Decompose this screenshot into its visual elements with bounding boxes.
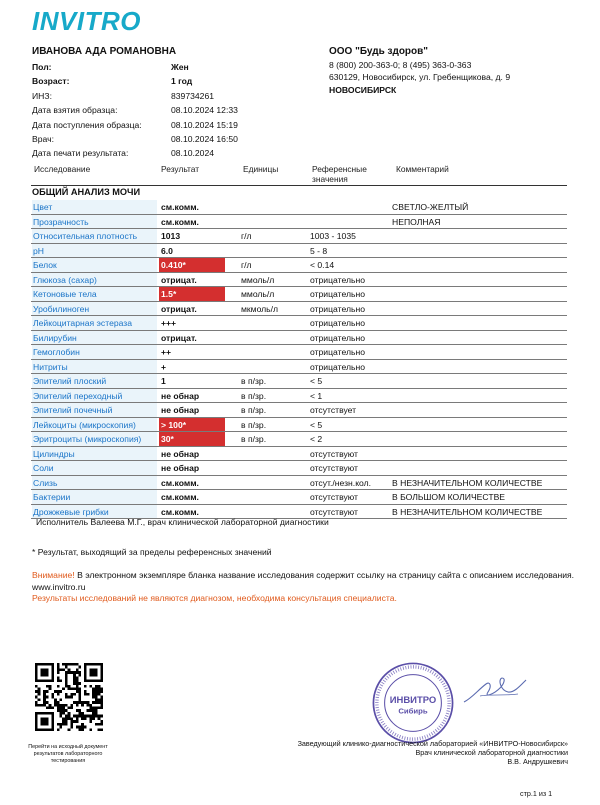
patient-field-value: 08.10.2024 16:50 bbox=[171, 133, 238, 144]
test-name-link[interactable]: Бактерии bbox=[32, 490, 157, 504]
reference-range: отсут./незн.кол. bbox=[310, 477, 372, 488]
result-value: отрицат. bbox=[161, 274, 197, 285]
reference-range: < 5 bbox=[310, 376, 323, 386]
test-name-link[interactable]: Цилиндры bbox=[32, 447, 157, 461]
table-row bbox=[31, 461, 567, 476]
result-comment: В НЕЗНАЧИТЕЛЬНОМ КОЛИЧЕСТВЕ bbox=[392, 506, 543, 517]
reference-range: отрицательно bbox=[310, 303, 365, 314]
table-row bbox=[31, 476, 567, 491]
result-comment: СВЕТЛО-ЖЕЛТЫЙ bbox=[392, 202, 469, 212]
result-value: см.комм. bbox=[161, 492, 199, 502]
qr-modules bbox=[35, 663, 103, 731]
test-name-link[interactable]: Относительная плотность bbox=[32, 229, 157, 243]
patient-field-value: 839734261 bbox=[171, 90, 215, 101]
table-row bbox=[31, 418, 567, 433]
patient-info bbox=[32, 60, 292, 161]
signer-block bbox=[250, 739, 568, 766]
lab-address: 630129, Новосибирск, ул. Гребенщикова, д. 9 bbox=[329, 72, 511, 82]
table-row bbox=[31, 273, 567, 288]
section-title: ОБЩИЙ АНАЛИЗ МОЧИ bbox=[32, 187, 141, 197]
table-row bbox=[31, 403, 567, 418]
result-value: 30* bbox=[159, 432, 225, 446]
test-name-link[interactable]: Прозрачность bbox=[32, 215, 157, 229]
patient-field-label: ИНЗ: bbox=[32, 90, 52, 101]
test-name-link[interactable]: Дрожжевые грибки bbox=[32, 505, 157, 519]
lab-stamp bbox=[370, 660, 456, 746]
result-unit: г/л bbox=[241, 231, 252, 241]
test-name-link[interactable]: Билирубин bbox=[32, 331, 157, 345]
test-name-link[interactable]: Эпителий плоский bbox=[32, 374, 157, 388]
lab-phone: 8 (800) 200-363-0; 8 (495) 363-0-363 bbox=[329, 59, 472, 70]
table-row bbox=[31, 345, 567, 360]
patient-field-label: Дата печати результата: bbox=[32, 148, 129, 159]
result-value: см.комм. bbox=[161, 202, 199, 212]
disclaimer: Результаты исследований не являются диагнозом, необходима консультация специалиста. bbox=[32, 593, 397, 603]
table-row bbox=[31, 360, 567, 375]
header-divider bbox=[31, 185, 567, 186]
result-unit: г/л bbox=[241, 260, 252, 270]
col-header-reference: Референсные значения bbox=[312, 164, 367, 184]
test-name-link[interactable]: Белок bbox=[32, 258, 157, 272]
result-value: ++ bbox=[161, 347, 172, 357]
reference-range: отрицательно bbox=[310, 318, 365, 328]
reference-range: 5 - 8 bbox=[310, 245, 328, 256]
test-name-link[interactable]: Нитриты bbox=[32, 360, 157, 374]
col-header-comment: Комментарий bbox=[396, 164, 449, 174]
table-row bbox=[31, 331, 567, 346]
patient-field-label: Возраст: bbox=[32, 76, 70, 87]
result-comment: НЕПОЛНАЯ bbox=[392, 216, 441, 227]
patient-name: ИВАНОВА АДА РОМАНОВНА bbox=[32, 46, 177, 57]
patient-field bbox=[32, 103, 292, 117]
results-table bbox=[31, 200, 567, 519]
test-name-link[interactable]: Кетоновые тела bbox=[32, 287, 157, 301]
test-name-link[interactable]: Лейкоцитарная эстераза bbox=[32, 316, 157, 330]
patient-field bbox=[32, 118, 292, 132]
reference-range: < 1 bbox=[310, 390, 323, 401]
table-row bbox=[31, 287, 567, 302]
patient-field-value: 08.10.2024 15:19 bbox=[171, 119, 238, 130]
result-unit: мкмоль/л bbox=[241, 303, 279, 314]
patient-field-value: 08.10.2024 12:33 bbox=[171, 105, 238, 116]
reference-range: < 2 bbox=[310, 434, 323, 444]
reference-range: отрицательно bbox=[310, 274, 365, 285]
result-value: см.комм. bbox=[161, 477, 199, 488]
signer-title: Заведующий клинико-диагностической лабораторией «ИНВИТРО-Новосибирск» bbox=[297, 739, 568, 748]
test-name-link[interactable]: Глюкоза (сахар) bbox=[32, 273, 157, 287]
lab-city: НОВОСИБИРСК bbox=[329, 84, 397, 95]
reference-range: отрицательно bbox=[310, 332, 365, 343]
test-name-link[interactable]: Эритроциты (микроскопия) bbox=[32, 432, 157, 446]
result-comment: В БОЛЬШОМ КОЛИЧЕСТВЕ bbox=[392, 492, 506, 502]
reference-range: отрицательно bbox=[310, 361, 365, 372]
patient-field-label: Дата поступления образца: bbox=[32, 119, 142, 130]
stamp-text-main: ИНВИТРО bbox=[389, 695, 437, 706]
signer-name: В.В. Андрушкевич bbox=[507, 757, 568, 766]
patient-field-label: Пол: bbox=[32, 62, 52, 72]
table-row bbox=[31, 215, 567, 230]
result-value: 6.0 bbox=[161, 245, 173, 256]
result-value: + bbox=[161, 361, 167, 372]
patient-field bbox=[32, 60, 292, 74]
table-row bbox=[31, 244, 567, 259]
test-name-link[interactable]: Соли bbox=[32, 461, 157, 475]
reference-range: отсутствуют bbox=[310, 448, 358, 459]
result-value: > 100* bbox=[159, 418, 225, 432]
page-number: стр.1 из 1 bbox=[520, 789, 553, 798]
reference-range: отсутствует bbox=[310, 405, 357, 415]
signer-role: Врач клинической лабораторной диагностики bbox=[415, 748, 568, 757]
stamp-text-sub: Сибирь bbox=[398, 706, 428, 716]
result-value: не обнар bbox=[161, 463, 200, 473]
result-value: 1 bbox=[161, 376, 166, 386]
test-name-link[interactable]: Слизь bbox=[32, 476, 157, 490]
result-unit: в п/зр. bbox=[241, 405, 267, 415]
reference-range: отсутствуют bbox=[310, 492, 358, 502]
signature bbox=[460, 672, 530, 708]
result-value: см.комм. bbox=[161, 506, 199, 517]
patient-field-value: Жен bbox=[171, 62, 189, 72]
footnote: * Результат, выходящий за пределы референсных значений bbox=[32, 547, 272, 557]
result-unit: в п/зр. bbox=[241, 376, 267, 386]
warning-notice bbox=[32, 570, 577, 593]
result-unit: в п/зр. bbox=[241, 419, 267, 430]
result-value: не обнар bbox=[161, 390, 200, 401]
patient-field bbox=[32, 146, 292, 160]
result-value: не обнар bbox=[161, 405, 200, 415]
patient-field-label: Дата взятия образца: bbox=[32, 105, 118, 116]
result-comment: В НЕЗНАЧИТЕЛЬНОМ КОЛИЧЕСТВЕ bbox=[392, 477, 543, 488]
table-row bbox=[31, 490, 567, 505]
reference-range: отсутствуют bbox=[310, 463, 358, 473]
lab-info bbox=[329, 46, 589, 96]
reference-range: отрицательно bbox=[310, 289, 365, 299]
patient-field-label: Врач: bbox=[32, 133, 54, 144]
patient-field bbox=[32, 132, 292, 146]
result-value: отрицат. bbox=[161, 332, 197, 343]
qr-code-icon[interactable] bbox=[35, 663, 103, 731]
table-row bbox=[31, 302, 567, 317]
test-name-link[interactable]: Цвет bbox=[32, 200, 157, 214]
result-value: см.комм. bbox=[161, 216, 199, 227]
result-unit: ммоль/л bbox=[241, 274, 275, 285]
result-unit: в п/зр. bbox=[241, 434, 267, 444]
patient-field-value: 08.10.2024 bbox=[171, 148, 215, 159]
table-row bbox=[31, 258, 567, 273]
reference-range: отрицательно bbox=[310, 347, 365, 357]
test-name-link[interactable]: Гемоглобин bbox=[32, 345, 157, 359]
table-row bbox=[31, 389, 567, 404]
result-value: 1013 bbox=[161, 231, 181, 241]
table-row bbox=[31, 432, 567, 447]
reference-range: < 0.14 bbox=[310, 260, 335, 270]
result-value: +++ bbox=[161, 318, 177, 328]
test-name-link[interactable]: Эпителий почечный bbox=[32, 403, 157, 417]
patient-field bbox=[32, 74, 292, 88]
reference-range: < 5 bbox=[310, 419, 323, 430]
result-unit: ммоль/л bbox=[241, 289, 275, 299]
table-row bbox=[31, 200, 567, 215]
result-value: не обнар bbox=[161, 448, 200, 459]
test-name-link[interactable]: Лейкоциты (микроскопия) bbox=[32, 418, 157, 432]
test-name-link[interactable]: pH bbox=[32, 244, 157, 258]
qr-caption: Перейти на исходный документ результатов лабораторного тестирования bbox=[28, 744, 108, 764]
lab-name: ООО "Будь здоров" bbox=[329, 46, 429, 57]
reference-range: 1003 - 1035 bbox=[310, 231, 356, 241]
patient-field bbox=[32, 89, 292, 103]
patient-field-value: 1 год bbox=[171, 76, 193, 87]
table-row bbox=[31, 447, 567, 462]
col-header-units: Единицы bbox=[243, 164, 279, 174]
col-header-result: Результат bbox=[161, 164, 200, 174]
test-name-link[interactable]: Уробилиноген bbox=[32, 302, 157, 316]
test-name-link[interactable]: Эпителий переходный bbox=[32, 389, 157, 403]
table-row bbox=[31, 316, 567, 331]
result-value: 0.410* bbox=[159, 258, 225, 272]
result-unit: в п/зр. bbox=[241, 390, 267, 401]
table-row bbox=[31, 374, 567, 389]
result-value: 1.5* bbox=[159, 287, 225, 301]
warning-title: Внимание! bbox=[32, 570, 75, 580]
invitro-logo: INVITRO bbox=[32, 6, 141, 36]
reference-range: отсутствуют bbox=[310, 506, 358, 517]
warning-text: В электронном экземпляре бланка название исследования содержит ссылку на страницу сайта с описанием исследования. www.invitro.ru bbox=[32, 570, 575, 592]
table-row bbox=[31, 229, 567, 244]
result-value: отрицат. bbox=[161, 303, 197, 314]
executor: Исполнитель Валеева М.Г., врач клинической лабораторной диагностики bbox=[36, 517, 329, 527]
col-header-test: Исследование bbox=[34, 164, 91, 174]
